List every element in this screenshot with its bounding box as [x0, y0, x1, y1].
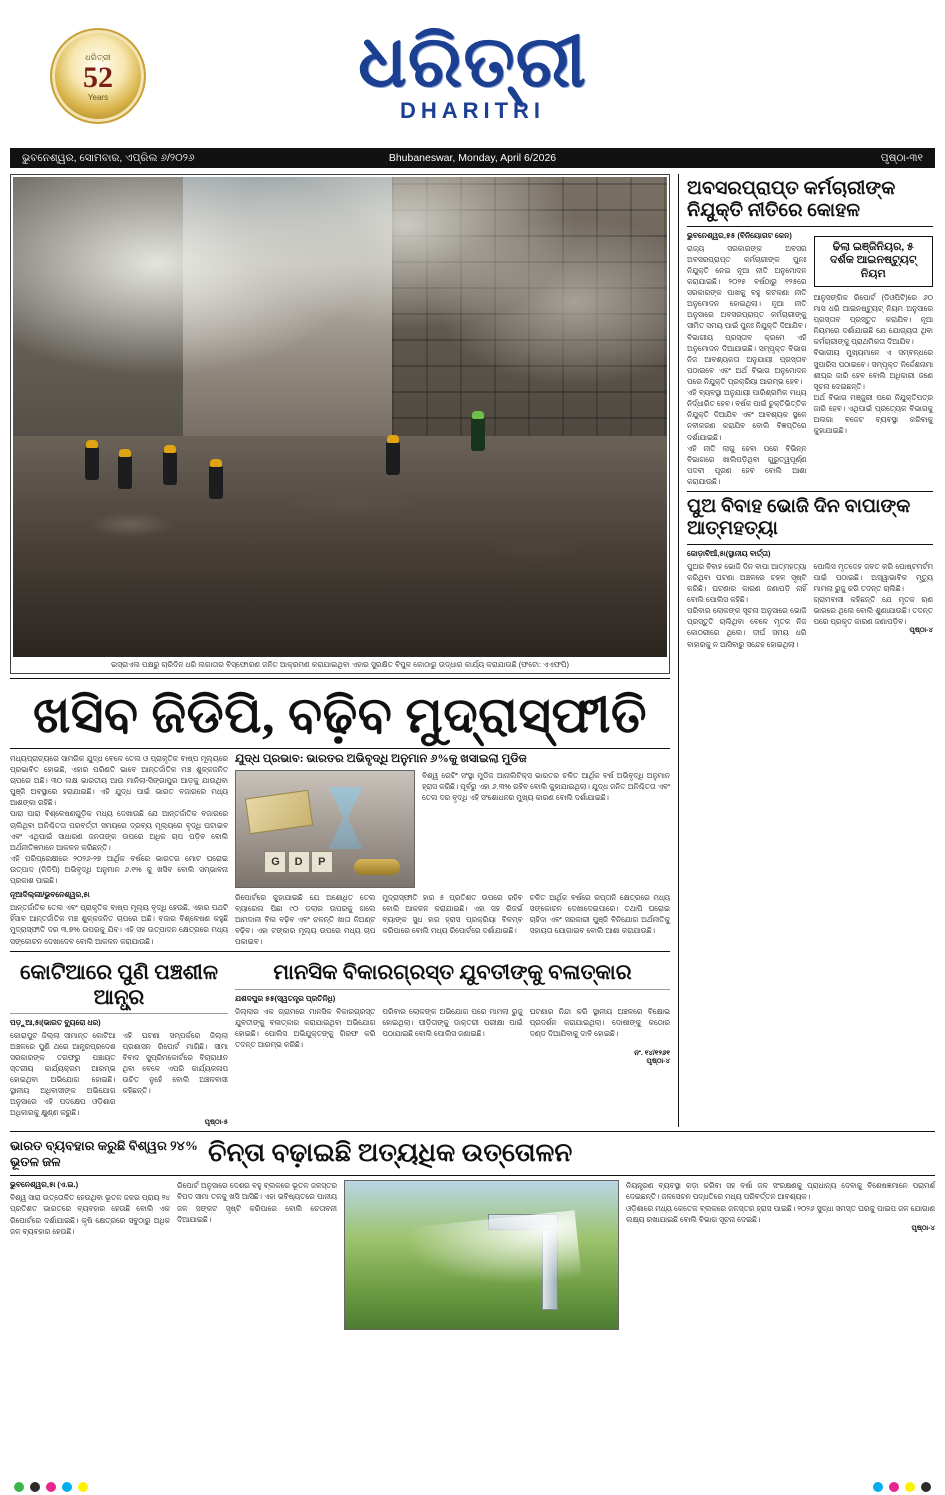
gdp-lower-cols — [235, 892, 670, 948]
registration-dots-left — [14, 1482, 88, 1492]
registration-dot — [905, 1482, 915, 1492]
anniversary-odia-label: ଧରିତ୍ରୀ — [85, 52, 111, 62]
registration-dot — [46, 1482, 56, 1492]
right-body-1-p1: ରାଜ୍ୟ ସରକାରଙ୍କ ଅବସର ଅବସରପ୍ରାପ୍ତ କର୍ମଚାରୀଙ୍କ ପୁନଃ ନିଯୁକ୍ତି ନେଇ ନୂଆ ନୀତି ଅନୁମୋଦନ କରାଯାଇଛି। ୨୦୨୫ ବର୍ଷଠାରୁ ୧୨୫ରେ ସରକାରଙ୍କ ପାଖକୁ ବହୁ କଟକଣା ନୀତି ଅନୁମୋଦନ ହୋଇଥିଲା। ନୂଆ ନୀତି ଅନୁସାରେ ଅବସରପ୍ରାପ୍ତ କର୍ମଚାରୀଙ୍କୁ ସୀମିତ ସମୟ ପାଇଁ ପୁନଃ ନିଯୁକ୍ତି ଦିଆଯିବ। — [687, 243, 807, 331]
right-body-2-p1: ପୁଅର ବିବାହ ଭୋଜି ଦିନ ବାପା ଆତ୍ମହତ୍ୟା କରିଥିବା ଘଟଣା ଅଞ୍ଚଳରେ ଚହଳ ସୃଷ୍ଟି କରିଛି। ଘଟଣାର କାରଣ ଜଣାପଡ଼ି ନାହିଁ ବୋଲି ପୋଲିସ କହିଛି। — [687, 561, 807, 605]
divider — [10, 1131, 935, 1132]
koraput-col-2: ଏହି ଘଟଣା ସମ୍ପର୍କରେ ଜିଲ୍ଲା ପ୍ରଶାସନ ରିପୋର୍ଟ ମାଗିଛି। ସୀମା ବିବାଦ ସୁପ୍ରିମକୋର୍ଟରେ ବିଚାରାଧୀନ ଥିବା ବେଳେ ଏପରି କାର୍ଯ୍ୟକଳାପ ଉଚିତ ନୁହେଁ ବୋଲି ଅଞ୍ଚଳବାସୀ କହିଛନ୍ତି। — [122, 1030, 228, 1096]
registration-dot — [14, 1482, 24, 1492]
main-story-extra-1: ଆନ୍ତର୍ଜାତିକ ତେଲ ଏବଂ ପ୍ରାକୃତିକ ବାଷ୍ପ ମୂଲ୍ୟ ବୃଦ୍ଧି ହେଉଛି, ଏହାର ପଥଟି ହିଁସାବ ଆନ୍ତର୍ଜାତିକ ମଞ୍ଚ ଶୁଳ୍କଜନିତ ଚାପରେ ଅଛି। ବଜାର ବିଶ୍ଳେଷଣ କହୁଛି ମୁଦ୍ରାସ୍ଫୀତି ଦର ୩.୭% ଉପରକୁ ଯିବ। ଏହି ସହ ଉତ୍ପାଦନ କ୍ଷେତ୍ରରେ ମଧ୍ୟ ସଙ୍କୋଚନ ଦେଖାଦେବ ବୋଲି ଆକଳନ କରାଯାଉଛି। — [10, 903, 228, 946]
water-text-2: ରିପୋର୍ଟ ଅନୁସାରେ ଦେଶର ବହୁ ବ୍ଲକରେ ଭୂତଳ ଜଳସ୍ତର ବିପଦ ସୀମା ତଳକୁ ଖସି ଆସିଛି। ଏହା ଭବିଷ୍ୟତରେ ପାନୀୟ ଜଳ ସଙ୍କଟ ସୃଷ୍ଟି କରିପାରେ ବୋଲି ଚେତାବନୀ ଦିଆଯାଇଛି। — [177, 1181, 337, 1224]
gdp-story — [235, 753, 670, 948]
currency-note-graphic — [244, 790, 312, 835]
water-text-4: ଓଡ଼ିଶାରେ ମଧ୍ୟ କେତେକ ବ୍ଲକରେ ଜଳସ୍ତର ହ୍ରାସ ପାଇଛି। ୨୦୨୬ ସୁଦ୍ଧା ସମସ୍ତ ଘରକୁ ପାଇପ ଜଳ ଯୋଗାଣ ଲକ୍ଷ୍ୟ ରଖାଯାଇଛି ବୋଲି ବିଭାଗ ସୂଚନା ଦେଇଛି। — [626, 1203, 935, 1224]
koraput-continue: ପୃଷ୍ଠା-୫ — [204, 1118, 228, 1126]
date-odia: ଭୁବନେଶ୍ୱର, ସୋମବାର, ଏପ୍ରିଲ ୬/୨୦୨୬ — [22, 151, 195, 164]
photo-rescue-worker — [118, 455, 132, 489]
registration-dot — [30, 1482, 40, 1492]
registration-dot — [921, 1482, 931, 1492]
photo-rescue-worker — [209, 465, 223, 499]
right-story-2 — [687, 561, 933, 650]
boxed-story — [814, 236, 934, 287]
water-text-3: ନିୟନ୍ତ୍ରଣ ବ୍ୟବସ୍ଥା କଡ଼ା କରିବା ସହ ବର୍ଷା ଜଳ ସଂରକ୍ଷଣକୁ ପ୍ରାଧାନ୍ୟ ଦେବାକୁ ବିଶେଷଜ୍ଞମାନେ ପରାମର୍ଶ ଦେଇଛନ୍ତି। ଜଳସେଚନ ପଦ୍ଧତିରେ ମଧ୍ୟ ପରିବର୍ତ୍ତନ ଆବଶ୍ୟକ। — [626, 1181, 935, 1202]
hourglass-icon — [329, 787, 363, 849]
registration-dot — [889, 1482, 899, 1492]
gdp-col-1: ବିଶ୍ୱ ରେଟିଂ ସଂସ୍ଥା ମୁଡିଜ ଆନାଲିଟିକ୍ସ ଭାରତର ଚଳିତ ଆର୍ଥିକ ବର୍ଷ ଅଭିବୃଦ୍ଧି ଅନୁମାନ ହ୍ରାସ କରିଛି। ପୂର୍ବରୁ ଏହା ୬.୩% ରହିବ ବୋଲି କୁହାଯାଇଥିଲା। ଯୁଦ୍ଧ ଜନିତ ଅନିଶ୍ଚିତତା ଏବଂ ତେଲ ଦର ବୃଦ୍ଧି ଏହି ସଂଶୋଧନର ମୁଖ୍ୟ କାରଣ ବୋଲି ଦର୍ଶାଯାଇଛି। — [422, 770, 670, 803]
water-col-3 — [626, 1180, 935, 1330]
anniversary-years-label: Years — [87, 92, 109, 102]
photo-rescue-worker — [163, 451, 177, 485]
photo-rescue-worker — [85, 446, 99, 480]
crime-col-1: ଜିଲ୍ଲାର ଏକ ଗ୍ରାମରେ ମାନସିକ ବିକାରଗ୍ରସ୍ତ ଯୁବତୀଙ୍କୁ ବଳାତ୍କାର କରାଯାଇଥିବା ଅଭିଯୋଗ ହୋଇଛି। ପୋଲିସ ଅଭିଯୁକ୍ତଙ୍କୁ ଗିରଫ କରି ତଦନ୍ତ ଆରମ୍ଭ କରିଛି। — [235, 1006, 376, 1049]
right-continue-2: ପୃଷ୍ଠା-୪ — [909, 627, 933, 635]
lead-photo-caption: ଇସ୍ରାଏଲ ପକ୍ଷରୁ ଚାରିଦିନ ଧରି ଲଗାତାର ବିସ୍ଫୋରଣ ଜନିତ ଆକ୍ରମଣ କରାଯାଇଥିବା ଏହାର ସୁରକ୍ଷିତ ବିପୁଳ କୋଠାରୁ ଉଦ୍ଧାର କାର୍ଯ୍ୟ କରାଯାଉଛି (ଫଟୋ: ଏଏଫପି) — [110, 660, 570, 669]
water-photo-col — [344, 1180, 619, 1330]
water-text-1: ବିଶ୍ୱ ସାରା ଉତ୍ତୋଳିତ ହେଉଥିବା ଭୂତଳ ଜଳର ପ୍ରାୟ ୨୪ ପ୍ରତିଶତ ଭାରତରେ ବ୍ୟବହାର ହେଉଛି ବୋଲି ଏକ ରିପୋର୍ଟରେ ଦର୍ଶାଯାଇଛି। କୃଷି କ୍ଷେତ୍ରରେ ସବୁଠାରୁ ଅଧିକ ଜଳ ବ୍ୟବହାର ହେଉଛି। — [10, 1193, 170, 1236]
right-headline-1: ଅବସରପ୍ରାପ୍ତ କର୍ମଚାରୀଙ୍କ ନିଯୁକ୍ତି ନୀତିରେ କୋହଳ — [687, 178, 896, 221]
main-story-row — [10, 753, 670, 948]
right-story-2-col-1 — [687, 561, 807, 650]
koraput-byline: ପଡ଼ୁଆ,୫ା(ଭାରତ ବ୍ୟୁରୋ ଧର) — [10, 1017, 101, 1027]
divider — [10, 1013, 228, 1014]
gdp-text-block — [422, 770, 670, 888]
crime-cols — [235, 1006, 670, 1050]
date-bar — [10, 148, 935, 168]
right-body-2-p3: ପୋଲିସ ମୃତଦେହ ଜବତ କରି ପୋଷ୍ଟମର୍ଟମ ପାଇଁ ପଠାଇଛି। ଅସ୍ୱାଭାବିକ ମୃତ୍ୟୁ ମାମଲା ରୁଜୁ କରି ତଦନ୍ତ ଚାଲିଛି। — [813, 561, 933, 593]
water-headline: ଚିନ୍ତା ବଢ଼ାଇଛି ଅତ୍ୟଧିକ ଉତ୍ତୋଳନ — [208, 1137, 573, 1167]
water-photo — [344, 1180, 619, 1330]
gdp-col-3: ମୁଦ୍ରାସ୍ଫୀତି ହାର ୫ ପ୍ରତିଶତ ଉପରେ ରହିବ ବୋଲି ଆକଳନ କରାଯାଇଛି। ଏହା ସହ ରିଜର୍ଭ ବ୍ୟାଙ୍କ ସୁଧ ହାର ହ୍ରାସ ପ୍ରକ୍ରିୟା ବିଳମ୍ବ କରିପାରେ ବୋଲି ମଧ୍ୟ ରିପୋର୍ଟରେ ଦର୍ଶାଯାଇଛି। — [382, 892, 523, 936]
registration-dot — [873, 1482, 883, 1492]
koraput-col-1: କୋରାପୁଟ ଜିଲ୍ଲା ସୀମାନ୍ତ କୋଟିଆ ଅଞ୍ଚଳରେ ପୁଣି ଥରେ ଆନ୍ଧ୍ରପ୍ରଦେଶ ସରକାରଙ୍କ ତରଫରୁ ପଞ୍ଚାୟତ ସ୍ତରୀୟ କାର୍ଯ୍ୟକ୍ରମ ଆରମ୍ଭ ହୋଇଥିବା ଅଭିଯୋଗ ହୋଇଛି। ସ୍ଥାନୀୟ ଅଧିବାସୀଙ୍କ ଅଭିଯୋଗ ଅନୁସାରେ ଏହି ପଦକ୍ଷେପ ଓଡ଼ିଶାର ଅଧିକାରକୁ କ୍ଷୁଣ୍ଣ କରୁଛି। — [10, 1030, 116, 1118]
page-number: ପୃଷ୍ଠା-୩୧ — [880, 151, 923, 164]
main-story-p3: ଏହି ପରିପ୍ରେକ୍ଷୀରେ ୨୦୨୬-୨୭ ଆର୍ଥିକ ବର୍ଷରେ ଭାରତର ମୋଟ ଘରୋଇ ଉତ୍ପାଦ (ଜିଡିପି) ଅଭିବୃଦ୍ଧି ଅନୁମାନ ୬.୧% କୁ ଖସିବ ବୋଲି ସମ୍ଭାବନା ପ୍ରକାଶ ପାଇଛି। — [10, 853, 228, 886]
logo-odia-text: ଧରିତ୍ରୀ — [358, 21, 587, 102]
right-headline-2: ପୁଅ ବିବାହ ଭୋଜି ଦିନ ବାପାଙ୍କ ଆତ୍ମହତ୍ୟା — [687, 496, 911, 539]
gdp-letter-block: G — [264, 851, 286, 873]
lead-photo-box — [10, 174, 670, 674]
gdp-col-4: ଚଳିତ ଆର୍ଥିକ ବର୍ଷରେ ରପ୍ତାନି କ୍ଷେତ୍ରରେ ମଧ୍ୟ ସଙ୍କୋଚନ ଦେଖାଦେଇପାରେ। ତଥାପି ଘରୋଇ ଚାହିଦା ଏବଂ ସରକାରୀ ପୁଞ୍ଜି ବିନିଯୋଗ ଅର୍ଥନୀତିକୁ ସହାୟତା ଯୋଗାଇବ ବୋଲି ଆଶା କରାଯାଉଛି। — [529, 892, 670, 936]
divider — [10, 951, 670, 952]
water-col-1 — [10, 1180, 170, 1330]
water-story-body — [10, 1180, 935, 1330]
water-continue: ପୃଷ୍ଠା-୪ — [911, 1224, 935, 1232]
photo-rescue-worker — [471, 417, 485, 451]
sub-stories-row — [10, 956, 670, 1126]
photo-rubble — [13, 436, 667, 657]
divider — [10, 1175, 935, 1176]
anniversary-number: 52 — [83, 60, 113, 94]
registration-dots-right — [873, 1482, 931, 1492]
koraput-headline: କୋଟିଆରେ ପୁଣି ପଞ୍ଚଶୀଳ ଆନ୍ଧ୍ର — [20, 960, 218, 1009]
crime-ref: ନଂ. ୧୪/୧୨୬୧ — [634, 1050, 670, 1057]
gdp-col-2: ରିପୋର୍ଟରେ କୁହାଯାଇଛି ଯେ ଅଶୋଧିତ ତେଲ ବ୍ୟାରେଲ ପିଛା ୯୦ ଡଲାର ଉପରକୁ ଗଲେ ଆମଦାନୀ ବିଲ ବଢ଼ିବ ଏବଂ ଚଳନ୍ତି ଖାତା ନିଅଣ୍ଟ ବଢ଼ିବ। ଏହା ଟଙ୍କାର ମୂଲ୍ୟ ଉପରେ ମଧ୍ୟ ଚାପ ପକାଇବ। — [235, 892, 376, 947]
right-body-2-p2: ପରିବାର ଲୋକଙ୍କ ସୂଚନା ଅନୁସାରେ ଭୋଜି ପ୍ରସ୍ତୁତି ଚାଲିଥିବା ବେଳେ ମୃତକ ନିଜ କୋଠରୀରେ ଥିଲେ। ଦୀର୍ଘ ସମୟ ଧରି ବାହାରକୁ ନ ଆସିବାରୁ ସନ୍ଦେହ ହୋଇଥିଲା। — [687, 606, 807, 649]
koraput-story — [10, 956, 228, 1126]
boxed-body-p2: ବିଭାଗୀୟ ମୁଖ୍ୟମାନେ ଏ ସମ୍ବନ୍ଧରେ ସୁପାରିସ ପଠାଇବେ। ସମ୍ପୃକ୍ତ ନିର୍ଦ୍ଦେଶନାମା ଶୀଘ୍ର ଜାରି ହେବ ବୋଲି ଅଧିକାରୀ ଜଣେ ସୂଚନା ଦେଇଛନ୍ତି। — [813, 348, 933, 391]
logo-english-text: DHARITRI — [399, 98, 546, 124]
registration-dot — [62, 1482, 72, 1492]
photo-rescue-worker — [386, 441, 400, 475]
date-english: Bhubaneswar, Monday, April 6/2026 — [388, 152, 557, 164]
crime-headline: ମାନସିକ ବିକାରଗ୍ରସ୍ତ ଯୁବତୀଙ୍କୁ ବଳାତ୍କାର — [273, 960, 632, 985]
left-column — [10, 174, 670, 1127]
right-column — [678, 174, 933, 1127]
divider — [235, 989, 670, 990]
anniversary-ring — [50, 28, 146, 124]
masthead — [10, 6, 935, 146]
lead-photo-image — [13, 177, 667, 657]
water-byline: ଭୁବନେଶ୍ୱର,୫ା (ଏ.ଇ.) — [10, 1180, 79, 1190]
divider — [687, 544, 933, 545]
page-content — [10, 174, 935, 1127]
boxed-headline: ଢିଲା ଇଞ୍ଜିନିୟର, ୫ ଦର୍ଶକ ଆଇନଷ୍ଟ୍ୟୁଟ୍ ନିୟମ — [830, 240, 917, 281]
coins-graphic — [354, 859, 400, 875]
anniversary-badge — [46, 24, 150, 128]
main-story-p2: ପାରା ପାରା ବିଶ୍ଳେଷଣଗୁଡ଼ିକ ମଧ୍ୟ ଦେଖାଉଛି ଯେ ଆନ୍ତର୍ଜାତିକ ବଜାରରେ ଚାଲିଥିବା ଅନିଶ୍ଚିତତା ପରବର୍ତ୍ତୀ ସମୟରେ ଦ୍ରବ୍ୟ ମୂଲ୍ୟରେ ବୃଦ୍ଧି ଘଟାଇବ ଏବଂ ଏଥିପାଇଁ ସାଧାରଣ ଜନତାଙ୍କ ଉପରେ ଅଧିକ ଚାପ ପଡ଼ିବ ବୋଲି ଅର୍ଥନୀତିଜ୍ଞମାନେ ଆକଳନ କରିଛନ୍ତି। — [10, 809, 228, 852]
gdp-letter-block: D — [288, 851, 310, 873]
gdp-row — [235, 770, 670, 888]
divider — [10, 678, 670, 679]
main-headline: ଖସିବ ଜିଡିପି, ବଢ଼ିବ ମୁଦ୍ରାସ୍ଫୀତି — [32, 687, 648, 744]
gdp-photo — [235, 770, 415, 888]
masthead-logo — [358, 21, 587, 124]
right-byline-2: ଜୋଡ଼ାବିଆଁ,୫ା(ସ୍ଥାନୀୟ ବାର୍ତ୍ତା) — [687, 548, 771, 558]
right-boxed-item — [814, 231, 934, 487]
koraput-cols — [10, 1030, 228, 1119]
crime-continue: ପୃଷ୍ଠା-୪ — [646, 1058, 670, 1065]
registration-dot — [78, 1482, 88, 1492]
divider — [10, 748, 670, 749]
right-body-1-p3: ଏହି ବ୍ୟବସ୍ଥା ଅନୁଯାୟୀ ପାରିଶ୍ରମିକ ମଧ୍ୟ ନିର୍ଦ୍ଧାରିତ ହେବ। ବର୍ଷକ ପାଇଁ ଚୁକ୍ତିଭିତ୍ତିକ ନିଯୁକ୍ତି ଦିଆଯିବ ଏବଂ ଆବଶ୍ୟକ ସ୍ଥଳେ ନବୀକରଣ କରାଯିବ ବୋଲି ବିଜ୍ଞପ୍ତିରେ ଦର୍ଶାଯାଇଛି। — [687, 388, 807, 442]
right-story-2-col-2 — [814, 561, 934, 650]
right-body-2-p4: ଗ୍ରାମବାସୀ କହିଛନ୍ତି ଯେ ମୃତକ ଋଣ ଭାରରେ ଥିଲେ ବୋଲି ଶୁଣାଯାଉଛି। ତଦନ୍ତ ପରେ ପ୍ରକୃତ କାରଣ ଜଣାପଡ଼ିବ। — [813, 595, 933, 627]
right-story-1-text — [687, 231, 807, 487]
main-story-col-1 — [10, 753, 228, 948]
main-story-p1: ମଧ୍ୟପ୍ରାଚ୍ୟରେ ସାମରିକ ଯୁଦ୍ଧ ବେଳେ ତେଲ ଓ ପ୍ରାକୃତିକ ବାଷ୍ପ ମୂଲ୍ୟରେ ପ୍ରଭାବିତ ହୋଇଛି, ଏହାର ପରିଣତି ଭାବେ ଆନ୍ତର୍ଜାତିକ ମଞ୍ଚ ଶୁଳ୍କଜନିତ ଚାପରେ ଅଛି। ୩୦ ଲକ୍ଷ ଭାରତୀୟ ଆଉ ମାନିଲା-ସିଙ୍ଗାପୁର ଆଡ଼କୁ ଯାଉଥିବା ପୁଞ୍ଜି ଅବସ୍ଥାରେ ହରାଯାଇଛି। ଏହି ଯୁଦ୍ଧ ପାଇଁ ଭାରତ ବଜାରରେ ମଧ୍ୟ ଆଶଙ୍କା ରହିଛି। — [10, 753, 228, 808]
water-story-header — [10, 1138, 935, 1172]
gdp-headline: ଯୁଦ୍ଧ ପ୍ରଭାବ: ଭାରତର ଅଭିବୃଦ୍ଧି ଅନୁମାନ ୬%କୁ ଖସାଇଲା ମୁଡିଜ — [235, 752, 527, 765]
divider — [687, 491, 933, 492]
boxed-body-p3: ଅର୍ଥ ବିଭାଗ ମଞ୍ଜୁରୀ ପରେ ନିଯୁକ୍ତିପତ୍ର ଜାରି ହେବ। ଏଥିପାଇଁ ପ୍ରତ୍ୟେକ ବିଭାଗକୁ ଅଲଗା ବଜେଟ ବ୍ୟବସ୍ଥା କରିବାକୁ କୁହାଯାଇଛି। — [813, 392, 933, 436]
divider — [687, 226, 933, 227]
right-byline-1: ଭୁବନେଶ୍ୱର,୫୫ (ବିନିୟୋଗଟ କେନ) — [687, 230, 792, 240]
water-kicker: ଭାରତ ବ୍ୟବହାର କରୁଛି ବିଶ୍ୱର ୨୪% ଭୂତଳ ଜଳ — [10, 1137, 198, 1170]
crime-byline: ଯଶଦପୁର ୫୫(ସ୍ୱତନ୍ତ୍ର ପ୍ରତିନିଧି) — [235, 993, 336, 1003]
gdp-letter-block: P — [311, 851, 333, 873]
right-body-1-p2: ବିଭାଗୀୟ ପ୍ରସ୍ତାବ କ୍ରମେ ଏହି ଅନୁମୋଦନ ଦିଆଯାଇଛି। ସମ୍ପୃକ୍ତ ବିଭାଗ ନିଜ ଆବଶ୍ୟକତା ଅନୁଯାୟୀ ପ୍ରସ୍ତାବ ପଠାଇବେ ଏବଂ ଅର୍ଥ ବିଭାଗ ଅନୁମୋଦନ ପରେ ନିଯୁକ୍ତି ପ୍ରକ୍ରିୟା ଆରମ୍ଭ ହେବ। — [687, 332, 807, 386]
boxed-body-p1: ଆନୁସଙ୍ଗିକ ରିପୋର୍ଟ (ଡିଓପିଟି)ରେ ୬୦ ମାସ ଧରି ଆଇନଷ୍ଟ୍ୟୁଟ୍ ନିୟମ ଅନୁସାରେ ପ୍ରସ୍ତାବ ପ୍ରସ୍ତୁତ କରାଯିବ। ନୂଆ ନିୟମରେ ଦର୍ଶାଯାଇଛି ଯେ ଯୋଗ୍ୟତା ଥିବା କର୍ମଚାରୀଙ୍କୁ ପ୍ରାଥମିକତା ଦିଆଯିବ। — [813, 292, 933, 347]
right-body-1-p4: ଏହି ନୀତି ଲାଗୁ ହେବା ପରେ ବିଭିନ୍ନ ବିଭାଗରେ ଖାଲିପଡ଼ିଥିବା ଗୁରୁତ୍ୱପୂର୍ଣ୍ଣ ପଦବୀ ପୂରଣ ହେବ ବୋଲି ଆଶା କରାଯାଉଛି। — [687, 443, 807, 486]
crime-story — [235, 956, 670, 1126]
water-col-2 — [177, 1180, 337, 1330]
print-registration-bar — [0, 1479, 945, 1495]
crime-col-2: ପରିବାର ଲୋକଙ୍କ ଅଭିଯୋଗ ପରେ ମାମଲା ରୁଜୁ ହୋଇଥିଲା। ପୀଡ଼ିତାଙ୍କୁ ଡାକ୍ତରୀ ପରୀକ୍ଷା ପାଇଁ ପଠାଯାଇଛି ବୋଲି ପୋଲିସ ଜଣାଇଛି। — [382, 1006, 523, 1038]
main-story-byline: ନୂଆଦିଲ୍ଲୀ/ଭୁବନେଶ୍ୱର,୫ା — [10, 890, 90, 900]
crime-col-3: ଘଟଣାର ନିନ୍ଦା କରି ସ୍ଥାନୀୟ ଅଞ୍ଚଳରେ ବିକ୍ଷୋଭ ପ୍ରଦର୍ଶନ କରାଯାଇଥିଲା। ଦୋଷୀଙ୍କୁ କଠୋର ଦଣ୍ଡ ଦିଆଯିବାକୁ ଦାବି ହୋଇଛି। — [529, 1006, 670, 1038]
right-story-1 — [687, 231, 933, 487]
